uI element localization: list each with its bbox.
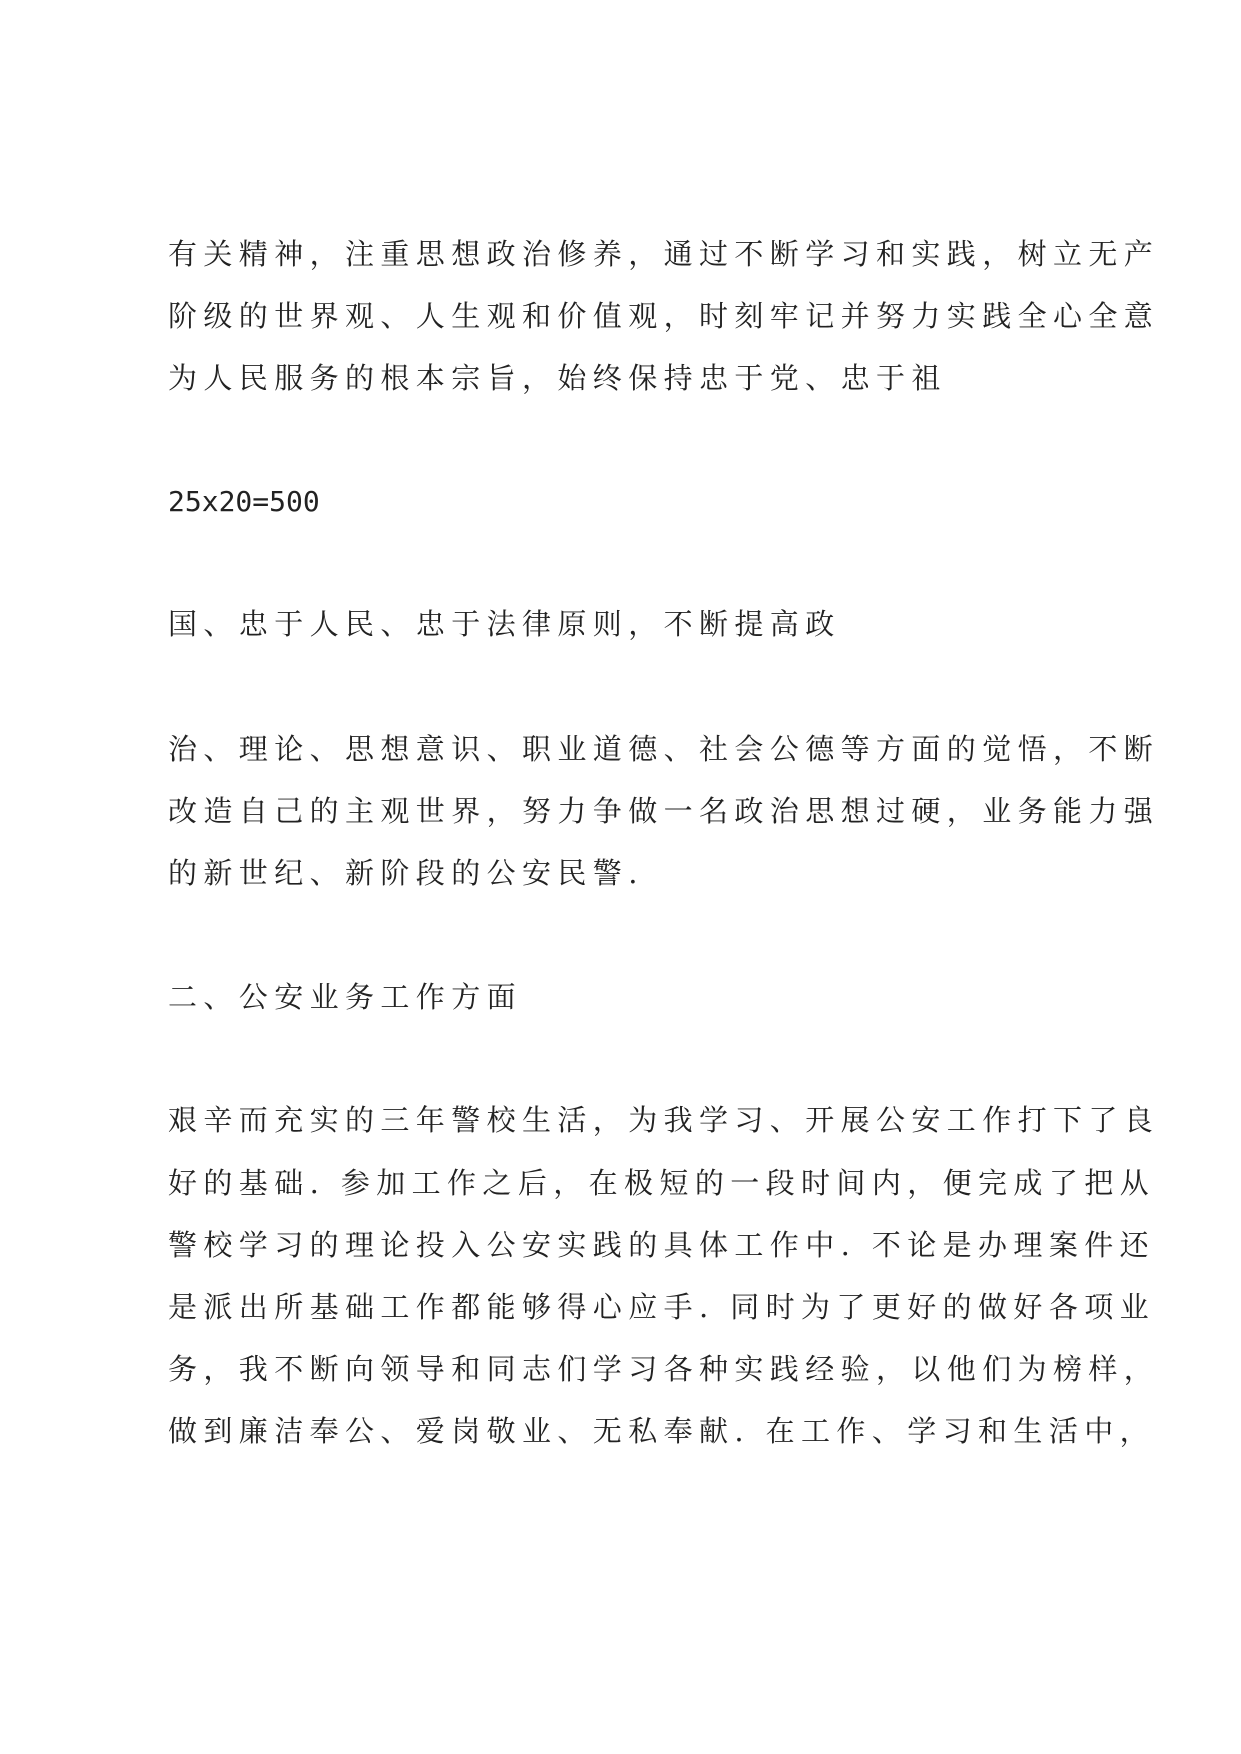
section-heading: 二、公安业务工作方面 (168, 980, 523, 1014)
formula-text: 25x20=500 (168, 485, 320, 518)
paragraph-4-line-1: 艰辛而充实的三年警校生活，为我学习、开展公安工作打下了良 (168, 1103, 1160, 1137)
paragraph-4-line-6: 做到廉洁奉公、爱岗敬业、无私奉献. 在工作、学习和生活中， (168, 1414, 1156, 1448)
paragraph-2-line-1: 国、忠于人民、忠于法律原则，不断提高政 (168, 607, 841, 641)
paragraph-1-line-3: 为人民服务的根本宗旨，始终保持忠于党、忠于祖 (168, 361, 947, 395)
paragraph-4-line-4: 是派出所基础工作都能够得心应手. 同时为了更好的做好各项业 (168, 1290, 1156, 1324)
paragraph-1-line-2: 阶级的世界观、人生观和价值观，时刻牢记并努力实践全心全意 (168, 299, 1160, 333)
paragraph-1-line-1: 有关精神，注重思想政治修养，通过不断学习和实践，树立无产 (168, 237, 1160, 271)
paragraph-3-line-3: 的新世纪、新阶段的公安民警. (168, 856, 644, 890)
paragraph-3-line-2: 改造自己的主观世界，努力争做一名政治思想过硬，业务能力强 (168, 794, 1160, 828)
paragraph-3-line-1: 治、理论、思想意识、职业道德、社会公德等方面的觉悟，不断 (168, 732, 1160, 766)
paragraph-4-line-2: 好的基础. 参加工作之后，在极短的一段时间内，便完成了把从 (168, 1166, 1156, 1200)
paragraph-4-line-5: 务，我不断向领导和同志们学习各种实践经验，以他们为榜样， (168, 1352, 1160, 1386)
paragraph-4-line-3: 警校学习的理论投入公安实践的具体工作中. 不论是办理案件还 (168, 1228, 1156, 1262)
